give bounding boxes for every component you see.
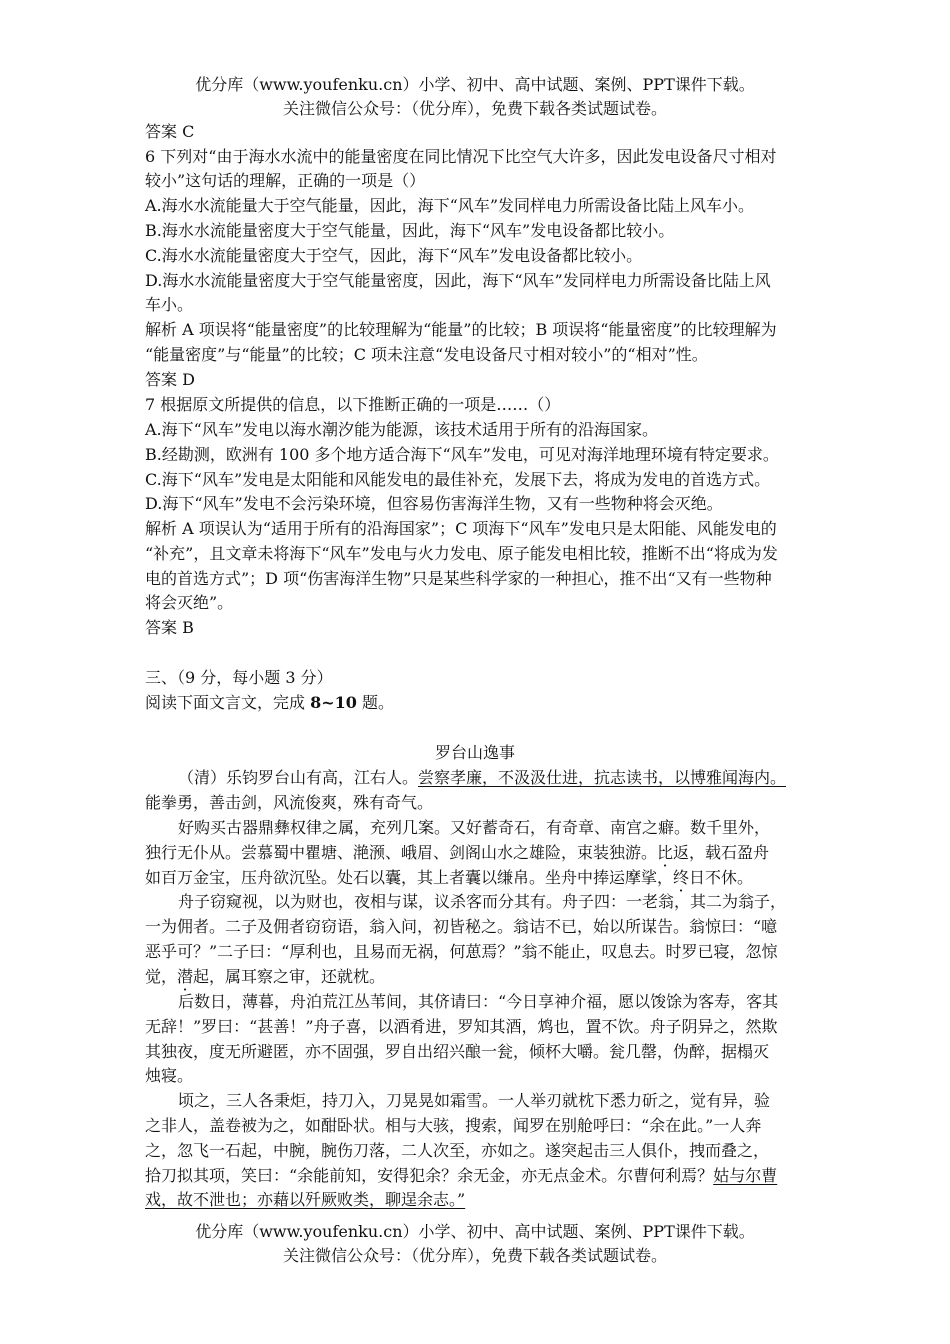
q6-option-b: B.海水水流能量密度大于空气能量，因此，海下“风车”发电设备都比较小。 bbox=[145, 221, 675, 240]
q5-answer: 答案 C bbox=[145, 122, 195, 141]
passage-p3-line-2: 一为佣者。二子及佣者窃窃语，翁入问，初皆秘之。翁诘不已，始以所谋告。翁惊曰：“噫 bbox=[145, 917, 778, 936]
q7-option-c: C.海下“风车”发电是太阳能和风能发电的最佳补充，发展下去，将成为发电的首选方式。 bbox=[145, 470, 771, 489]
passage-p1-line-1 bbox=[178, 767, 858, 789]
header-line-1: 优分库（www.youfenku.cn）小学、初中、高中试题、案例、PPT课件下载。 bbox=[195, 75, 755, 94]
q6-analysis-1: 解析 A 项误将“能量密度”的比较理解为“能量”的比较；B 项误将“能量密度”的比较理解为 bbox=[145, 320, 777, 339]
q7-option-d: D.海下“风车”发电不会污染环境，但容易伤害海洋生物，又有一些物种将会灭绝。 bbox=[145, 494, 723, 513]
q6-analysis-2: “能量密度”与“能量”的比较；C 项未注意“发电设备尺寸相对较小”的“相对”性。 bbox=[145, 345, 708, 364]
q7-analysis-1: 解析 A 项误认为“适用于所有的沿海国家”；C 项海下“风车”发电只是太阳能、风能发电的 bbox=[145, 519, 777, 538]
passage-p5-line-2: 之非人，盖卷被为之，如酣卧状。相与大骇，搜索，闻罗在别舱呼曰：“余在此。”一人奔 bbox=[145, 1116, 762, 1135]
passage-title: 罗台山逸事 bbox=[434, 743, 515, 762]
passage-text: 日不休。 bbox=[689, 868, 754, 887]
passage-p3-line-4 bbox=[145, 966, 825, 988]
underlined-sentence: 姑与尔曹 bbox=[713, 1166, 778, 1185]
dotted-character: 潜 bbox=[177, 967, 194, 986]
underlined-sentence: 戏，故不泄也；亦藉以歼厥败类，聊逞余志。” bbox=[145, 1190, 466, 1209]
passage-p4-line-2: 无辞！”罗曰：“甚善！”舟子喜，以酒肴进，罗知其酒，鸩也，置不饮。舟子阴异之，然欺 bbox=[145, 1017, 778, 1036]
passage-p3-line-3: 恶乎可？”二子曰：“厚利也，且易而无祸，何葸焉？”翁不能止，叹息去。时罗已寝，忽惊 bbox=[145, 942, 778, 961]
passage-text: 拾刀拟其项，笑曰：“余能前知，安得犯余？余无金，亦无点金术。尔曹何利焉？ bbox=[145, 1166, 714, 1185]
instruction-question-range: 8~10 bbox=[310, 693, 357, 712]
passage-text: 独行无仆从。尝慕蜀中瞿塘、滟滪、峨眉、剑阁山水之雄险，束装独游。 bbox=[145, 843, 658, 862]
passage-p5-line-1: 顷之，三人各秉炬，持刀入，刀晃晃如霜雪。一人举刃就枕下悉力斫之，觉有异，验 bbox=[178, 1091, 771, 1110]
passage-p4-line-4: 烛寝。 bbox=[145, 1066, 194, 1085]
passage-text: 返，载石盈舟 bbox=[673, 843, 770, 862]
passage-p4-line-3: 其独夜，度无所避匿，亦不固强，罗自出绍兴酿一瓮，倾杯大嚼。瓮几罄，伪醉，据榻灭 bbox=[145, 1042, 770, 1061]
q6-stem-1: 6 下列对“由于海水水流中的能量密度在同比情况下比空气大许多，因此发电设备尺寸相对 bbox=[145, 147, 777, 166]
footer-line-2: 关注微信公众号：（优分库），免费下载各类试题试卷。 bbox=[282, 1246, 667, 1265]
passage-p4-line-1: 后数日，薄暮，舟泊荒江丛苇间，其侪请曰：“今日享神介福，愿以馂馀为客寿，客其 bbox=[178, 992, 779, 1011]
q7-analysis-3: 电的首选方式”；D 项“伤害海洋生物”只是某些科学家的一种担心，推不出“又有一些物种 bbox=[145, 569, 772, 588]
passage-p3-line-1: 舟子窃窥视，以为财也，夜相与谋，议杀客而分其有。舟子四：一老翁，其二为翁子， bbox=[178, 892, 787, 911]
q7-option-a: A.海下“风车”发电以海水潮汐能为能源，该技术适用于所有的沿海国家。 bbox=[145, 420, 659, 439]
q7-analysis-4: 将会灭绝”。 bbox=[145, 593, 234, 612]
instruction-text-end: 题。 bbox=[356, 693, 394, 712]
passage-p2-line-3 bbox=[145, 867, 825, 889]
passage-text: 起，属耳察之审，还就枕。 bbox=[193, 967, 386, 986]
underlined-sentence: 尝察孝廉，不汲汲仕进，抗志读书，以博雅闻海内。 bbox=[418, 768, 787, 787]
q6-option-c: C.海水水流能量密度大于空气，因此，海下“风车”发电设备都比较小。 bbox=[145, 246, 643, 265]
q6-option-a: A.海水水流能量大于空气能量，因此，海下“风车”发同样电力所需设备比陆上风车小。 bbox=[145, 196, 755, 215]
q7-option-b: B.经勘测，欧洲有 100 多个地方适合海下“风车”发电，可见对海洋地理环境有特定要求。 bbox=[145, 445, 779, 464]
section-3-instruction bbox=[145, 692, 825, 714]
passage-p1-line-2: 能拳勇，善击剑，风流俊爽，殊有奇气。 bbox=[145, 793, 434, 812]
passage-text: 如百万金宝，压舟欲沉坠。处石以囊，其上者囊以缣帛。坐舟中捧运摩挲， bbox=[145, 868, 674, 887]
q6-option-d-1: D.海水水流能量密度大于空气能量密度，因此，海下“风车”发同样电力所需设备比陆上风 bbox=[145, 271, 771, 290]
passage-p2-line-1: 好购买古器鼎彝权律之属，充列几案。又好蓄奇石，有奇章、南宫之癖。数千里外， bbox=[178, 818, 771, 837]
q7-answer: 答案 B bbox=[145, 618, 194, 637]
instruction-text: 阅读下面文言文，完成 bbox=[145, 693, 311, 712]
passage-text: 觉， bbox=[145, 967, 178, 986]
q6-stem-2: 较小”这句话的理解，正确的一项是（） bbox=[145, 171, 426, 190]
q6-option-d-2: 车小。 bbox=[145, 295, 194, 314]
passage-p5-line-4 bbox=[145, 1165, 825, 1187]
section-3-heading: 三、（9 分，每小题 3 分） bbox=[145, 668, 333, 687]
q7-stem: 7 根据原文所提供的信息，以下推断正确的一项是……（） bbox=[145, 395, 561, 414]
header-line-2: 关注微信公众号：（优分库），免费下载各类试题试卷。 bbox=[282, 99, 667, 118]
passage-p5-line-3: 之，忽飞一石起，中腕，腕伤刀落，二人次至，亦如之。遂突起击三人俱仆，拽而叠之， bbox=[145, 1141, 770, 1160]
q7-analysis-2: “补充”，且文章未将海下“风车”发电与火力发电、原子能发电相比较，推断不出“将成为发 bbox=[145, 544, 778, 563]
q6-answer: 答案 D bbox=[145, 370, 195, 389]
footer-line-1: 优分库（www.youfenku.cn）小学、初中、高中试题、案例、PPT课件下载。 bbox=[195, 1222, 755, 1241]
passage-p5-line-5 bbox=[145, 1189, 825, 1211]
dotted-character: 比 bbox=[657, 843, 674, 862]
passage-p2-line-2 bbox=[145, 842, 825, 864]
dotted-character: 终 bbox=[673, 868, 690, 887]
passage-text: （清）乐钧罗台山有高，江右人。 bbox=[178, 768, 419, 787]
